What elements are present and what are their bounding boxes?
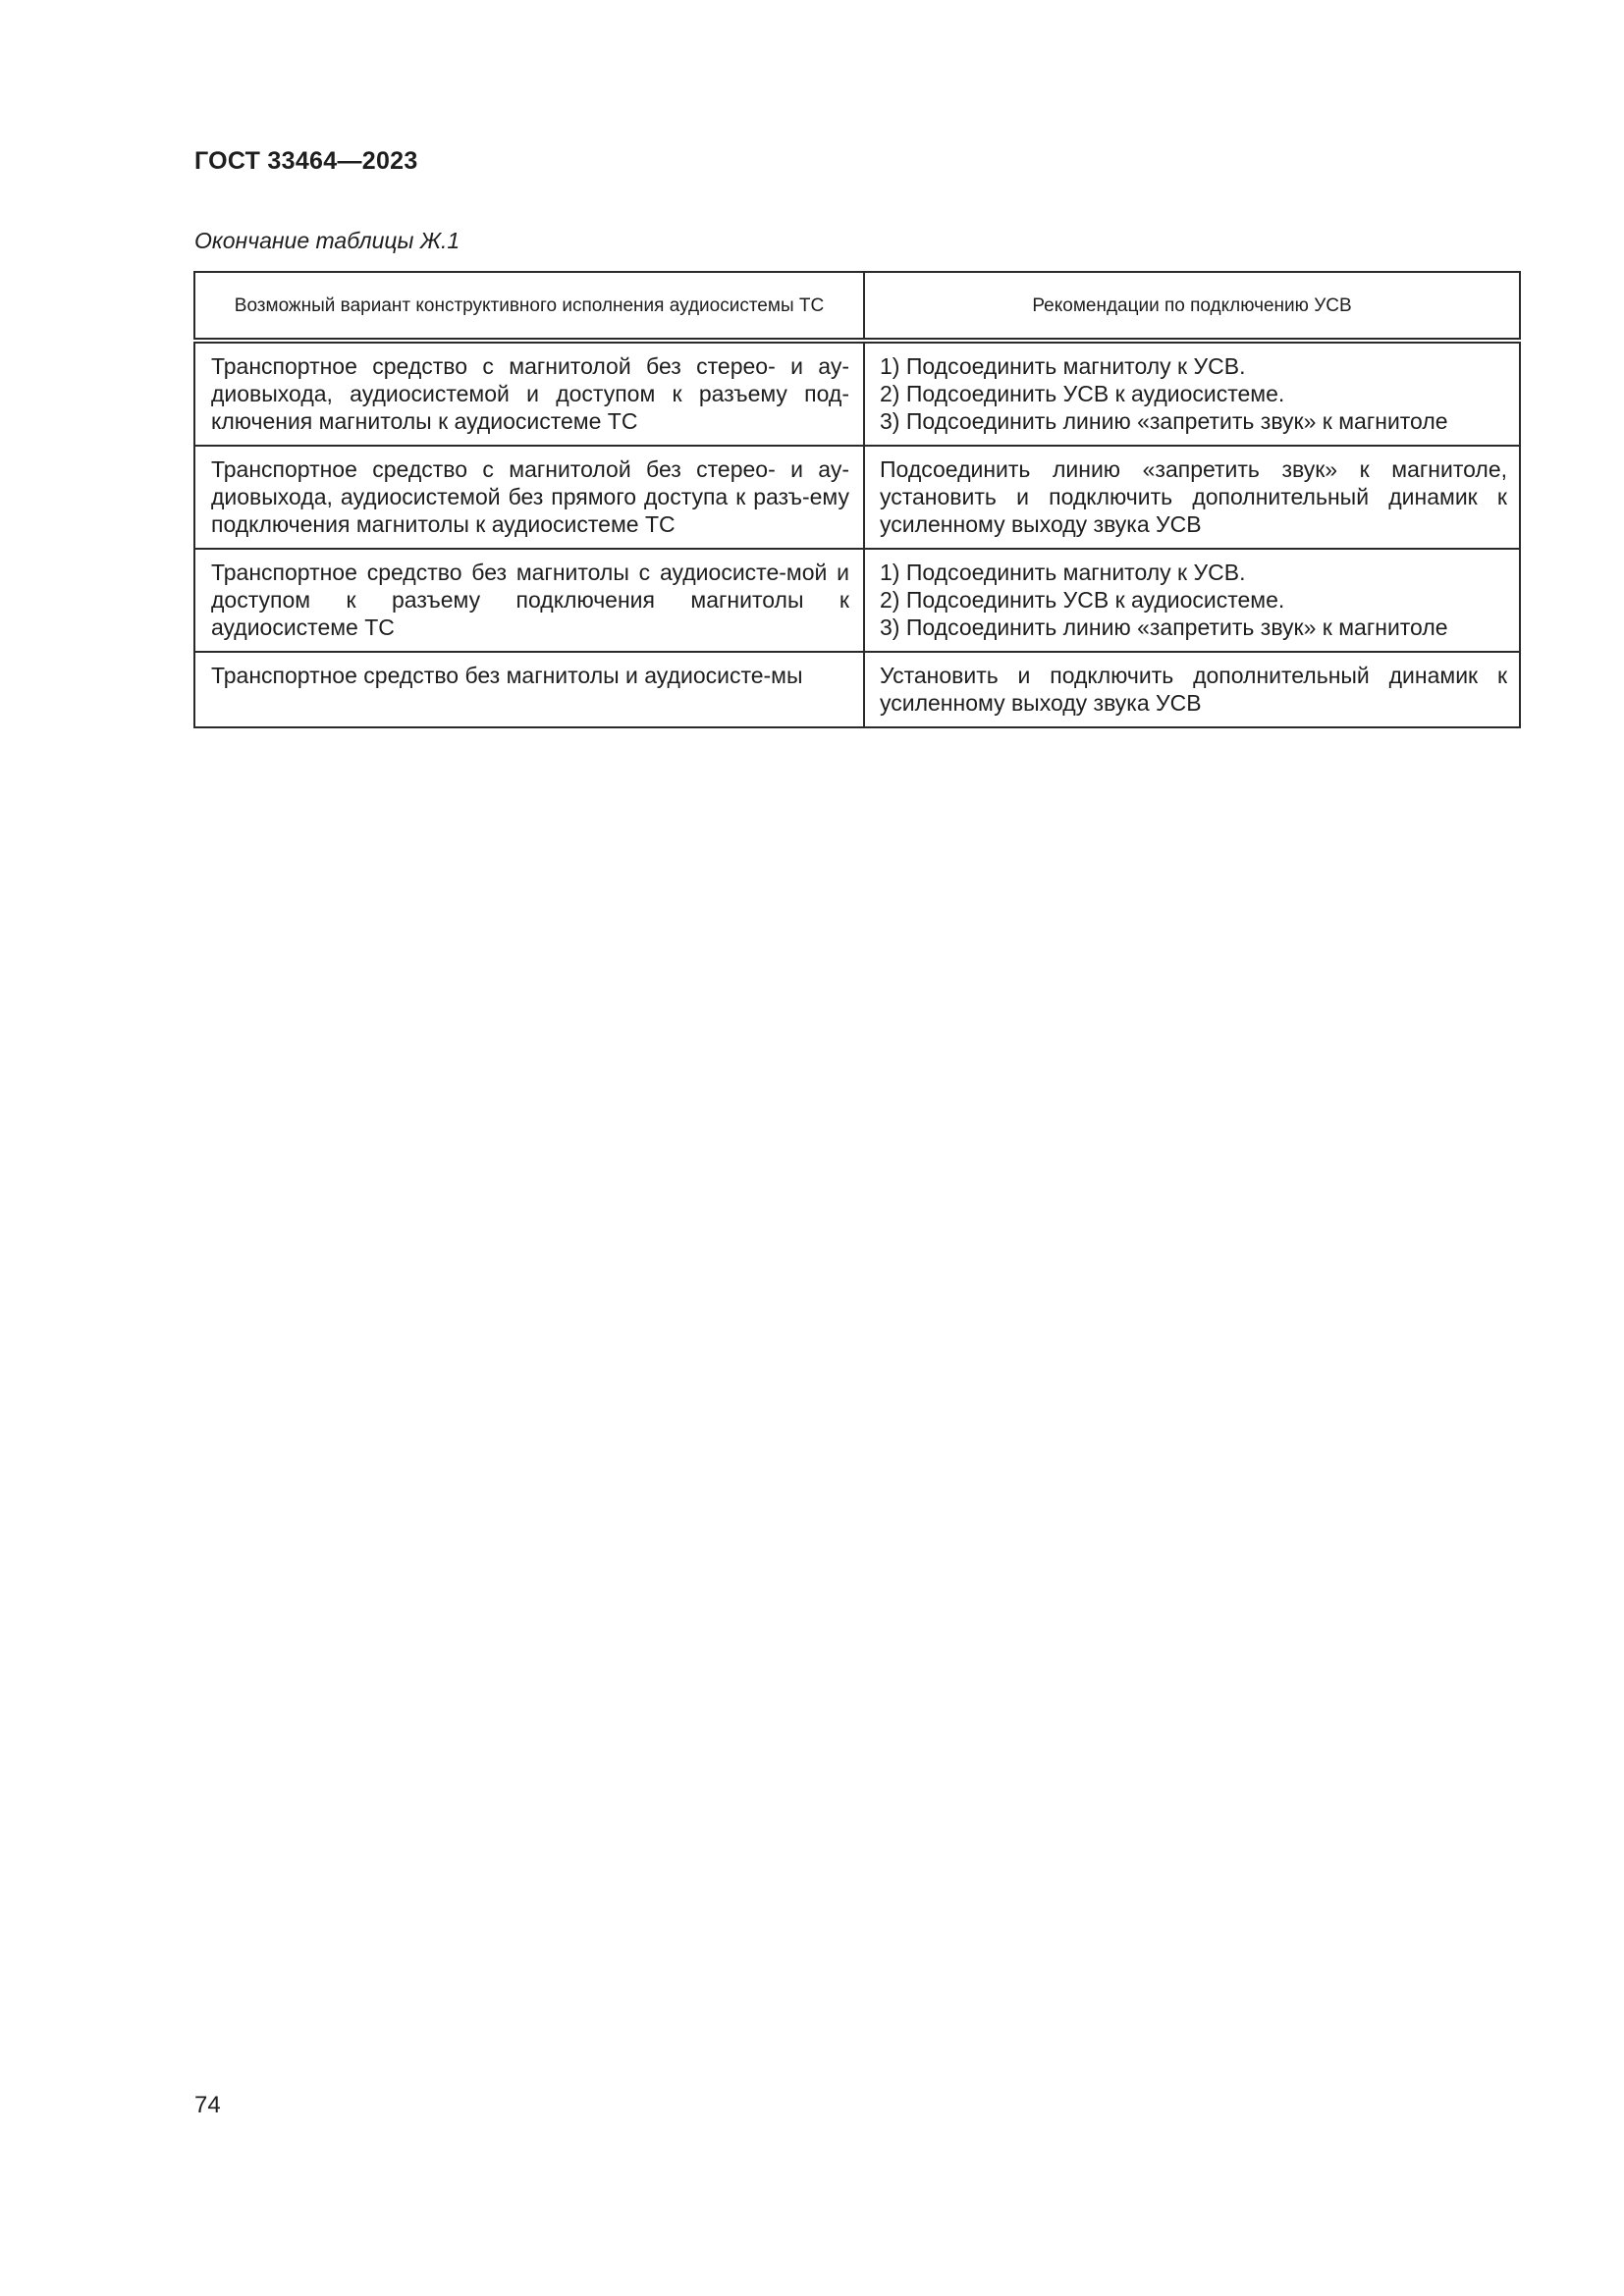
table-row [194, 341, 1520, 446]
recommendation-text: Установить и подключить дополнительный динамик к усиленному выходу звука УСВ [880, 663, 1507, 716]
table-header-row [194, 272, 1520, 341]
recommendation-step: 2) Подсоединить УСВ к аудиосистеме. [880, 587, 1285, 613]
variant-cell: Транспортное средство без магнитолы и аудиосисте-мы [194, 652, 864, 727]
recommendation-step: 3) Подсоединить линию «запретить звук» к магнитоле [880, 614, 1448, 640]
recommendation-cell [864, 549, 1520, 652]
recommendation-step: 3) Подсоединить линию «запретить звук» к магнитоле [880, 408, 1448, 434]
table-row [194, 446, 1520, 549]
document-header: ГОСТ 33464—2023 [194, 147, 418, 175]
variant-cell: Транспортное средство с магнитолой без стерео- и ау-диовыхода, аудиосистемой без прямого доступа к разъ-ему подключения магнитолы к аудиосистеме ТС [194, 446, 864, 549]
column-header-variant: Возможный вариант конструктивного исполнения аудиосистемы ТС [194, 272, 864, 341]
recommendation-step: 1) Подсоединить магнитолу к УСВ. [880, 560, 1246, 585]
recommendation-step: 1) Подсоединить магнитолу к УСВ. [880, 353, 1246, 379]
table-caption: Окончание таблицы Ж.1 [194, 228, 460, 253]
recommendation-cell [864, 652, 1520, 727]
page-number: 74 [194, 2092, 221, 2118]
recommendation-step: 2) Подсоединить УСВ к аудиосистеме. [880, 381, 1285, 406]
recommendation-cell [864, 341, 1520, 446]
column-header-recommendation: Рекомендации по подключению УСВ [864, 272, 1520, 341]
table-row [194, 549, 1520, 652]
recommendation-text: Подсоединить линию «запретить звук» к магнитоле, установить и подключить дополнительный динамик к усиленному выходу звука УСВ [880, 456, 1507, 537]
recommendations-table [193, 271, 1521, 728]
recommendation-cell [864, 446, 1520, 549]
table-row [194, 652, 1520, 727]
variant-cell: Транспортное средство без магнитолы с аудиосисте-мой и доступом к разъему подключения магнитолы к аудиосистеме ТС [194, 549, 864, 652]
variant-cell: Транспортное средство с магнитолой без стерео- и ау-диовыхода, аудиосистемой и доступом к разъему под-ключения магнитолы к аудиосистеме ТС [194, 341, 864, 446]
